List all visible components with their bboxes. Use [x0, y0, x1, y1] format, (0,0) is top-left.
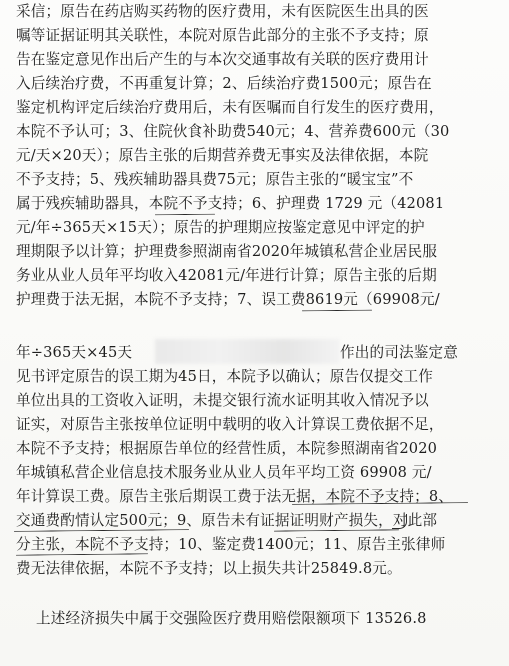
- text-line-24: 上述经济损失中属于交强险医疗费用赔偿限额项下 13526.8: [36, 610, 427, 627]
- text-line-1: 采信；原告在药店购买药物的医疗费用，未有医院医生出具的医: [16, 3, 429, 20]
- text-line-17: 证实，对原告主张按单位证明中载明的收入计算误工费依据不足，: [16, 416, 444, 433]
- text-line-23: 费无法律依据，本院不予支持；以上损失共计25849.8元。: [16, 560, 402, 577]
- blurred-redaction: [155, 339, 340, 364]
- text-line-18: 本院不予支持；根据原告单位的经营性质，本院参照湖南省2020: [16, 440, 438, 457]
- text-line-3: 告在鉴定意见作出后产生的与本次交通事故有关联的医疗费用计: [16, 51, 429, 68]
- text-line-5: 鉴定机构评定后续治疗费用后，未有医嘱而自行发生的医疗费用，: [16, 99, 444, 116]
- text-line-8: 不予支持；5、残疾辅助器具费75元；原告主张的“暖宝宝”不: [16, 171, 414, 188]
- text-line-10: 元/年÷365天×15天）；原告的护理期应按鉴定意见中评定的护: [16, 219, 425, 236]
- text-line-19: 年城镇私营企业信息技术服务业从业人员年平均工资 69908 元/: [16, 464, 432, 481]
- text-line-2: 嘱等证据证明其关联性，本院对原告此部分的主张不予支持；原: [16, 27, 429, 44]
- text-line-13: 护理费于法无据，本院不予支持；7、误工费8619元（69908元/: [16, 291, 440, 308]
- text-line-14a: 年÷365天×45天: [16, 344, 133, 361]
- text-line-22: 分主张，本院不予支持；10、鉴定费1400元；11、原告主张律师: [16, 536, 446, 553]
- text-line-4: 入后续治疗费，不再重复计算；2、后续治疗费1500元；原告在: [16, 75, 432, 92]
- handwritten-curve: [392, 514, 407, 529]
- text-line-20: 年计算误工费。原告主张后期误工费于法无据，本院不予支持；8、: [16, 488, 454, 505]
- text-line-6: 本院不予认可；3、住院伙食补助费540元；4、营养费600元（30: [16, 123, 450, 140]
- text-line-9: 属于残疾辅助器具，本院不予支持；6、护理费 1729 元（42081: [16, 195, 445, 212]
- text-line-12: 务业从业人员年平均收入42081元/年进行计算；原告主张的后期: [16, 267, 437, 284]
- text-line-14b: 作出的司法鉴定意: [340, 344, 458, 361]
- text-line-11: 理期限予以计算；护理费参照湖南省2020年城镇私营企业居民服: [16, 243, 438, 260]
- text-line-21: 交通费酌情认定500元；9、原告未有证据证明财产损失，对此部: [16, 512, 438, 529]
- handwritten-underline: [302, 310, 372, 312]
- text-line-15: 见书评定原告的误工期为45日，本院予以确认；原告仅提交工作: [16, 368, 433, 385]
- text-line-16: 单位出具的工资收入证明，未提交银行流水证明其收入情况予以: [16, 392, 429, 409]
- text-line-7: 元/天×20天）；原告主张的后期营养费无事实及法律依据，本院: [16, 147, 429, 164]
